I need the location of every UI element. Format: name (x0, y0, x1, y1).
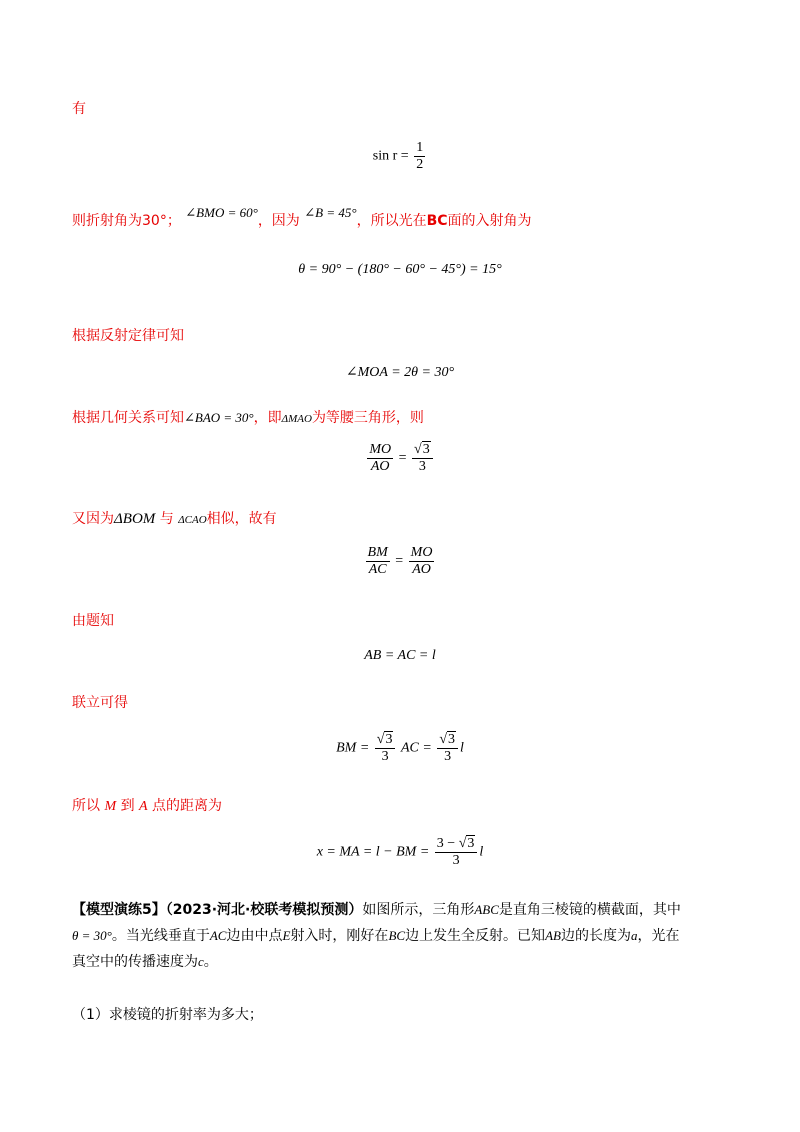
text-l8-a-point: A (139, 799, 148, 814)
eq4-left-fraction (367, 442, 393, 475)
math-theta-30: θ = 30° (72, 928, 112, 943)
eq8-lhs: x = MA = l − BM = (316, 844, 430, 860)
text-refraction-angle-line (72, 205, 532, 230)
eq1-numerator: 1 (416, 140, 424, 155)
eq1-denominator: 2 (416, 157, 424, 172)
eq7-fraction-1: $\frac{√3}{3}$ (375, 732, 396, 765)
eq7-lhs: BM = (336, 740, 370, 756)
text-l2-bc: BC (426, 213, 448, 229)
eq5-equals: = (395, 553, 404, 569)
problem-paragraph (72, 897, 681, 975)
text-reflection-law: 根据反射定律可知 (72, 328, 184, 344)
text-l8-c: 到 (120, 798, 135, 814)
eq5-right-denominator: AO (412, 562, 431, 577)
problem-tag: 【模型演练5】（2023·河北·校联考模拟预测） (72, 902, 363, 918)
math-triangle-cao: ΔCAO (178, 514, 207, 526)
equation-mo-ao (0, 442, 800, 475)
text-l5-b: 与 (159, 511, 174, 527)
text-similar-triangles (72, 508, 277, 528)
text-l2-f: 面的入射角为 (447, 213, 532, 229)
math-angle-b: ∠B = 45° (304, 205, 357, 220)
equation-sin-r (0, 140, 800, 173)
eq5-left-denominator: AC (368, 562, 387, 577)
text-l8-e: 点的距离为 (152, 798, 223, 814)
text-l5-c: 相似，故有 (206, 511, 277, 527)
equation-theta: θ = 90° − (180° − 60° − 45°) = 15° (298, 262, 502, 277)
eq4-right-denominator: 3 (418, 459, 426, 474)
text-l5-a: 又因为 (72, 511, 114, 527)
eq8-fraction: $\frac{3 - √3}{3}$ (435, 836, 478, 869)
eq5-left-fraction (366, 545, 390, 578)
text-l2-b: 30°； (142, 213, 181, 229)
eq4-denominator: AO (370, 459, 390, 474)
eq4-right-fraction (412, 442, 433, 475)
text-you: 有 (72, 101, 86, 117)
text-l8-a: 所以 (72, 798, 100, 814)
equation-bm-value (0, 732, 800, 765)
eq4-equals: = (398, 450, 407, 466)
equation-angle-moa: ∠MOA = 2θ = 30° (345, 365, 455, 380)
eq1-fraction (414, 140, 425, 173)
math-triangle-mao: ΔMAO (281, 413, 312, 425)
text-geometry-line (72, 407, 424, 427)
sqrt-symbol: √3 (439, 732, 455, 747)
math-triangle-bom: ΔBOM (114, 511, 156, 527)
text-l4-a: 根据几何关系可知 (72, 410, 184, 426)
equation-bm-ac (0, 545, 800, 578)
text-distance-line (72, 795, 222, 815)
math-angle-bmo: ∠BMO = 60° (185, 205, 258, 220)
problem-line-2: θ = 30°。当光线垂直于AC边由中点E射入时，刚好在BC边上发生全反射。已知AB边的长度为a，光在 (72, 928, 680, 944)
text-given: 由题知 (72, 613, 114, 629)
question-1: （1）求棱镜的折射率为多大； (72, 1007, 263, 1023)
problem-line-1: 【模型演练5】（2023·河北·校联考模拟预测）如图所示，三角形ABC是直角三棱镜的横截面，其中 (72, 902, 681, 918)
eq5-right-numerator: MO (410, 545, 433, 560)
eq7-tail: l (460, 740, 464, 756)
text-l4-b: ，即 (253, 410, 282, 426)
eq8-tail: l (479, 844, 484, 860)
equation-ab-ac-l: AB = AC = l (364, 648, 436, 663)
math-abc: ABC (474, 902, 499, 917)
sqrt-symbol: √3 (458, 836, 475, 851)
sqrt-symbol: √3 (376, 732, 393, 747)
text-l8-m: M (104, 799, 117, 814)
text-l4-c: 为等腰三角形，则 (311, 410, 424, 426)
eq7-mid: AC = (400, 740, 432, 756)
eq5-left-numerator: BM (367, 545, 388, 560)
math-angle-bao: ∠BAO = 30° (184, 410, 254, 425)
eq1-lhs: sin r = (372, 148, 409, 164)
text-l2-c: ，因为 (257, 213, 300, 229)
problem-line-3: 真空中的传播速度为c。 (72, 954, 218, 970)
text-combine: 联立可得 (72, 695, 128, 711)
text-l2-d: ，所以光在 (356, 213, 427, 229)
equation-x-value (0, 836, 800, 869)
eq4-numerator: MO (369, 442, 392, 457)
sqrt-symbol: √3 (414, 442, 430, 457)
eq5-right-fraction (409, 545, 435, 578)
eq7-fraction-2: $\frac{√3}{3}$ (437, 732, 458, 765)
text-l2-a: 则折射角为 (72, 213, 142, 229)
